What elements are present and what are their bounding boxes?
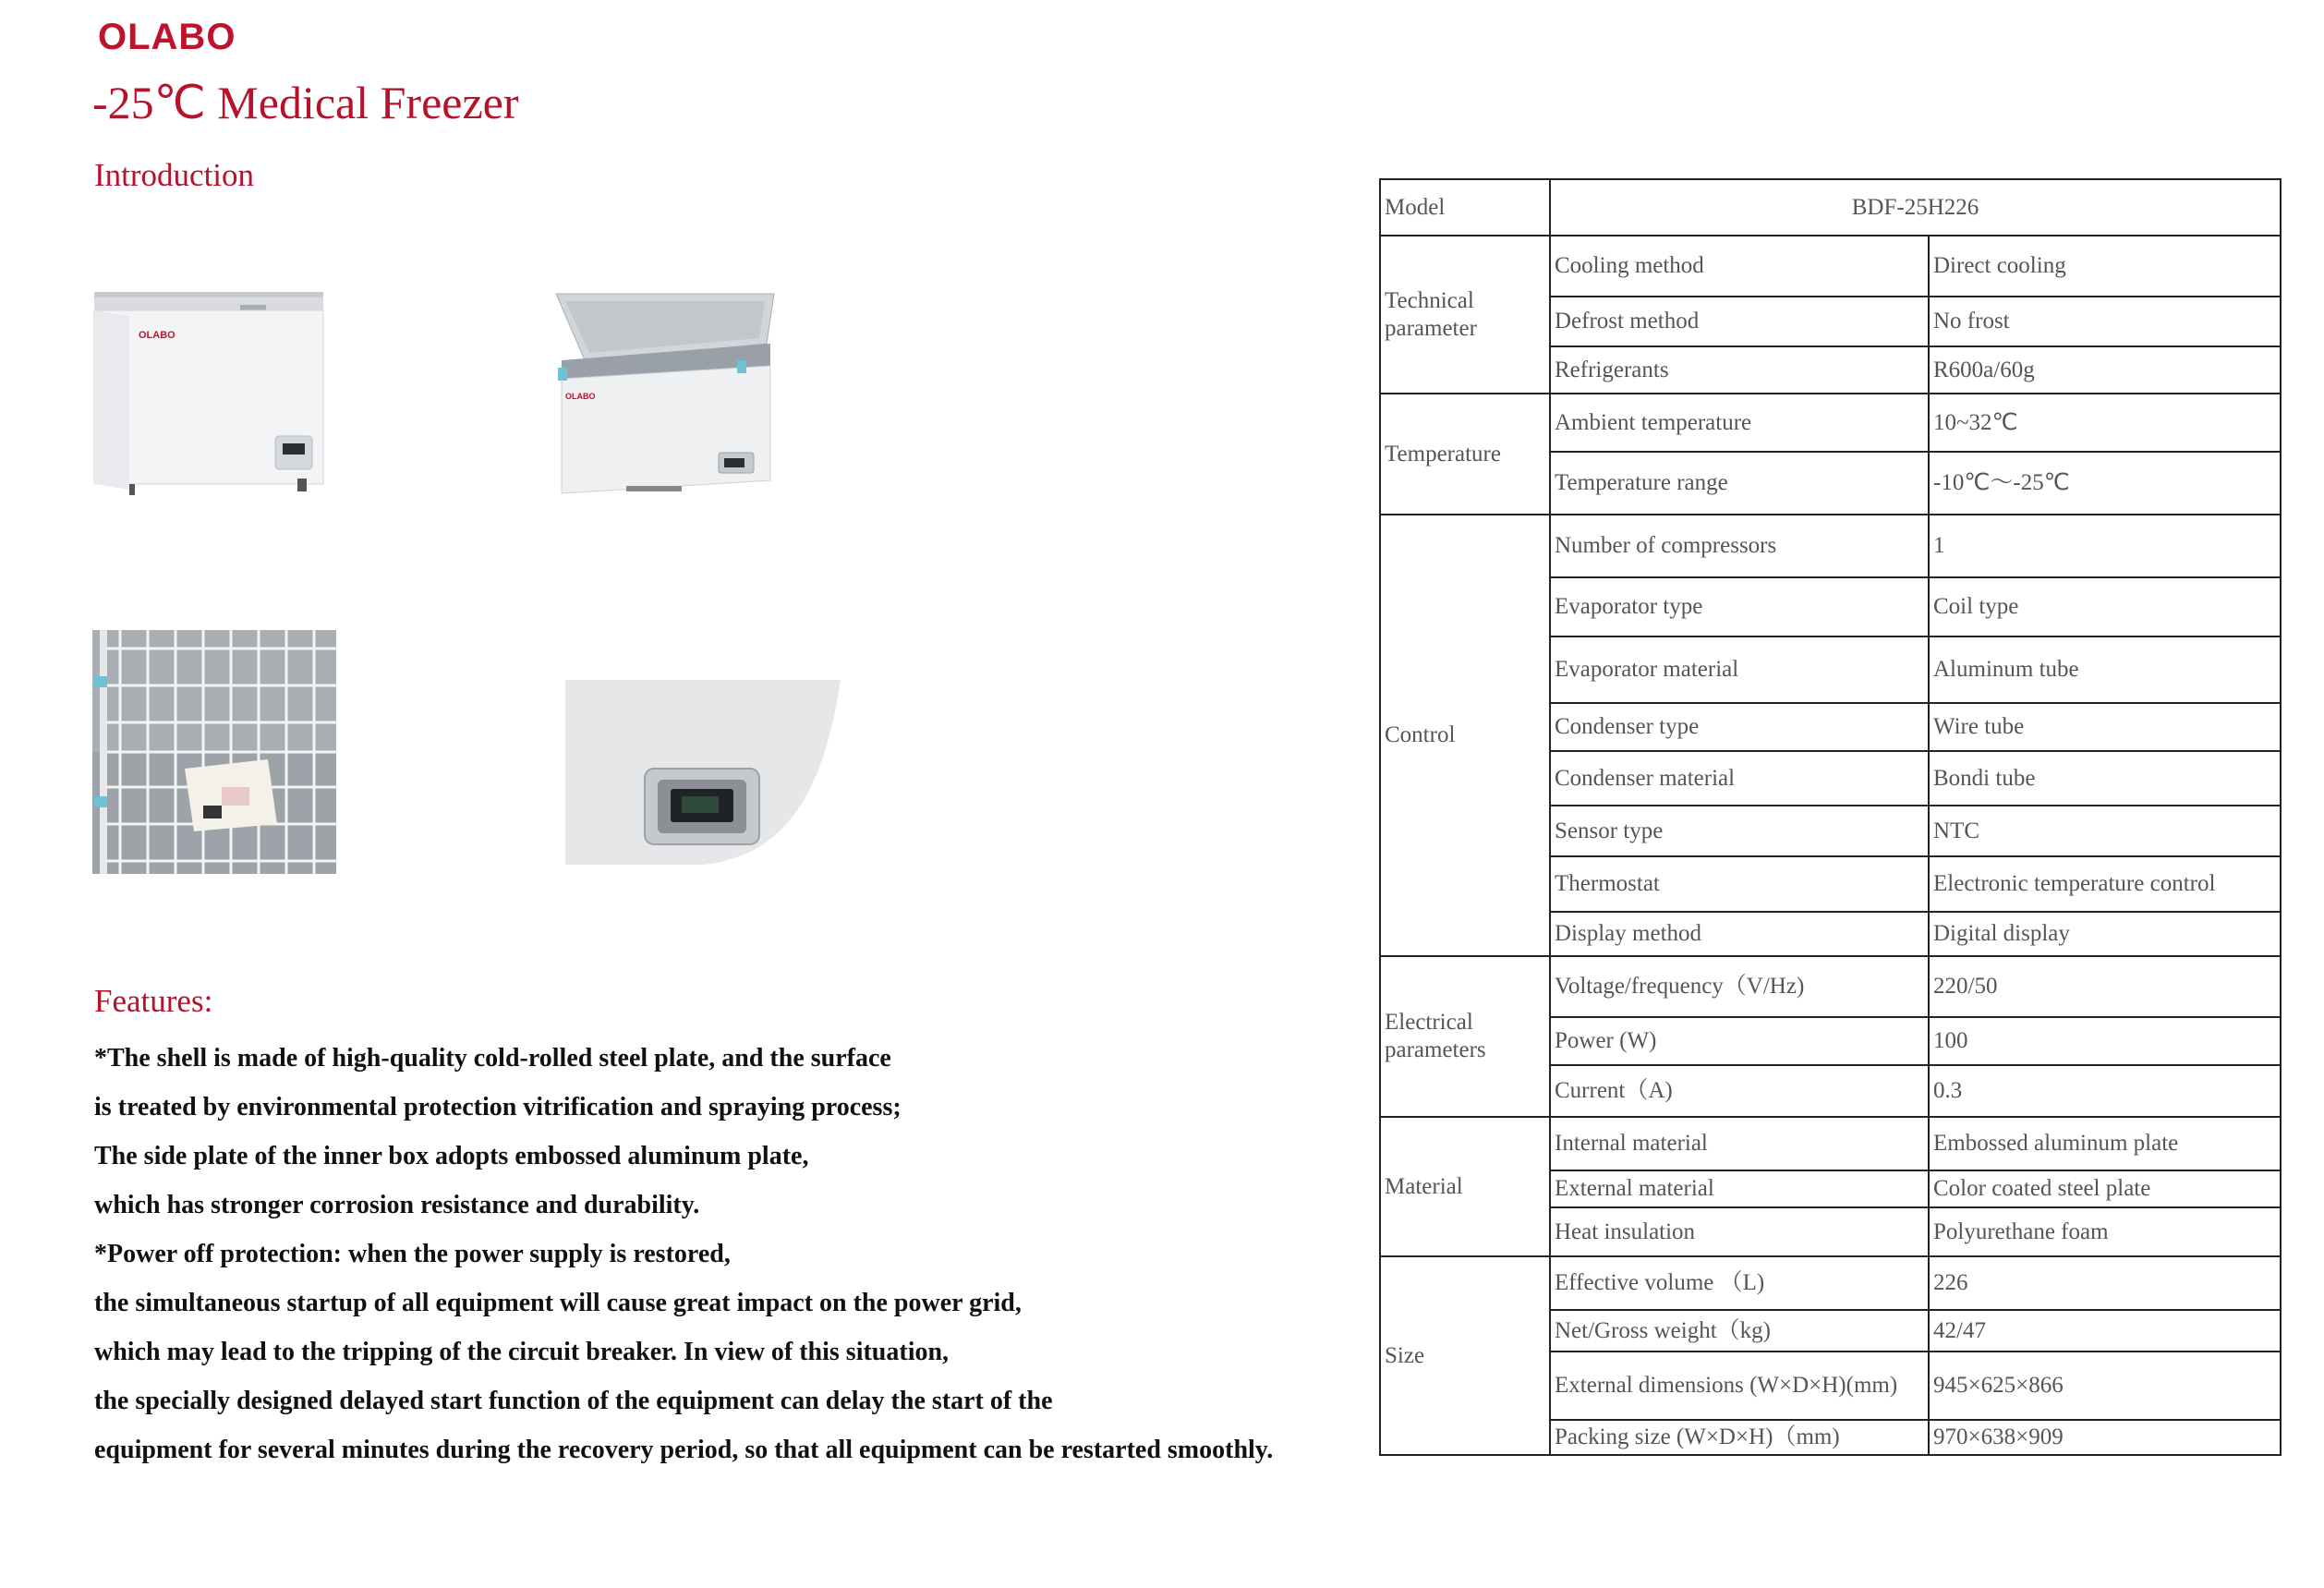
spec-label: Internal material xyxy=(1550,1117,1929,1170)
brand-logo: OLABO xyxy=(98,17,236,57)
spec-label: Ambient temperature xyxy=(1550,394,1929,452)
spec-label: Defrost method xyxy=(1550,297,1929,346)
table-row xyxy=(1380,394,2281,452)
introduction-heading: Introduction xyxy=(94,157,255,193)
spec-model-label: Model xyxy=(1380,179,1550,236)
spec-value: Embossed aluminum plate xyxy=(1929,1117,2281,1170)
spec-value: 100 xyxy=(1929,1017,2281,1065)
spec-value: No frost xyxy=(1929,297,2281,346)
freezer-closed-illustration xyxy=(92,288,325,517)
spec-value: Direct cooling xyxy=(1929,236,2281,297)
basket-illustration xyxy=(92,630,336,874)
spec-label: Sensor type xyxy=(1550,806,1929,856)
spec-group-name: Electrical parameters xyxy=(1380,956,1550,1117)
spec-value: Electronic temperature control xyxy=(1929,856,2281,912)
spec-value: 1 xyxy=(1929,515,2281,577)
spec-value: 10~32℃ xyxy=(1929,394,2281,452)
spec-value: 0.3 xyxy=(1929,1065,2281,1117)
spec-value: 42/47 xyxy=(1929,1310,2281,1352)
spec-label: Condenser material xyxy=(1550,751,1929,806)
spec-value: Color coated steel plate xyxy=(1929,1170,2281,1207)
table-row xyxy=(1380,1117,2281,1170)
features-heading: Features: xyxy=(94,983,213,1019)
svg-text:OLABO: OLABO xyxy=(139,330,176,341)
product-photo-closed xyxy=(92,288,325,517)
spec-group-name: Control xyxy=(1380,515,1550,956)
feature-line: equipment for several minutes during the recovery period, so that all equipment can be restarted smoothly. xyxy=(94,1436,1274,1464)
table-row xyxy=(1380,179,2281,236)
spec-value: Polyurethane foam xyxy=(1929,1207,2281,1256)
feature-line: *Power off protection: when the power supply is restored, xyxy=(94,1240,731,1268)
table-row xyxy=(1380,1256,2281,1310)
feature-line: *The shell is made of high-quality cold-rolled steel plate, and the surface xyxy=(94,1044,891,1073)
control-panel-illustration xyxy=(565,680,841,865)
feature-line: is treated by environmental protection vitrification and spraying process; xyxy=(94,1093,902,1121)
spec-label: Effective volume （L) xyxy=(1550,1256,1929,1310)
spec-label: Evaporator type xyxy=(1550,577,1929,636)
feature-line: the simultaneous startup of all equipment will cause great impact on the power grid, xyxy=(94,1289,1022,1317)
spec-label: Number of compressors xyxy=(1550,515,1929,577)
spec-label: Temperature range xyxy=(1550,452,1929,515)
spec-group-name: Technical parameter xyxy=(1380,236,1550,394)
spec-model-value: BDF-25H226 xyxy=(1550,179,2281,236)
spec-value: 970×638×909 xyxy=(1929,1420,2281,1455)
product-photo-basket xyxy=(92,630,336,874)
spec-label: Refrigerants xyxy=(1550,346,1929,394)
features-list xyxy=(94,1039,1378,1480)
table-row xyxy=(1380,515,2281,577)
spec-group-name: Size xyxy=(1380,1256,1550,1455)
spec-value: NTC xyxy=(1929,806,2281,856)
spec-label: Display method xyxy=(1550,912,1929,956)
table-row xyxy=(1380,956,2281,1017)
svg-text:OLABO: OLABO xyxy=(565,392,596,401)
feature-line: The side plate of the inner box adopts embossed aluminum plate, xyxy=(94,1142,809,1170)
spec-table xyxy=(1379,178,2282,1456)
page-title: -25℃ Medical Freezer xyxy=(92,77,519,128)
spec-label: Condenser type xyxy=(1550,703,1929,751)
spec-label: Packing size (W×D×H)（mm) xyxy=(1550,1420,1929,1455)
spec-group-name: Material xyxy=(1380,1117,1550,1256)
spec-label: Power (W) xyxy=(1550,1017,1929,1065)
spec-value: Bondi tube xyxy=(1929,751,2281,806)
table-row xyxy=(1380,236,2281,297)
product-photo-open xyxy=(552,288,778,503)
spec-value: Wire tube xyxy=(1929,703,2281,751)
spec-label: Thermostat xyxy=(1550,856,1929,912)
freezer-open-illustration xyxy=(552,288,778,503)
feature-line: which may lead to the tripping of the circuit breaker. In view of this situation, xyxy=(94,1338,950,1366)
spec-label: External dimensions (W×D×H)(mm) xyxy=(1550,1352,1929,1420)
spec-label: Cooling method xyxy=(1550,236,1929,297)
spec-label: Heat insulation xyxy=(1550,1207,1929,1256)
spec-value: 226 xyxy=(1929,1256,2281,1310)
spec-label: External material xyxy=(1550,1170,1929,1207)
spec-label: Current（A) xyxy=(1550,1065,1929,1117)
spec-value: 220/50 xyxy=(1929,956,2281,1017)
spec-label: Evaporator material xyxy=(1550,636,1929,703)
feature-line: the specially designed delayed start function of the equipment can delay the start of the xyxy=(94,1387,1053,1415)
feature-line: which has stronger corrosion resistance and durability. xyxy=(94,1191,700,1219)
spec-value: Digital display xyxy=(1929,912,2281,956)
spec-label: Voltage/frequency（V/Hz) xyxy=(1550,956,1929,1017)
product-photo-control-panel xyxy=(565,680,841,865)
spec-value: -10℃～-25℃ xyxy=(1929,452,2281,515)
spec-value: R600a/60g xyxy=(1929,346,2281,394)
spec-value: Coil type xyxy=(1929,577,2281,636)
spec-value: Aluminum tube xyxy=(1929,636,2281,703)
spec-group-name: Temperature xyxy=(1380,394,1550,515)
spec-value: 945×625×866 xyxy=(1929,1352,2281,1420)
spec-label: Net/Gross weight（kg) xyxy=(1550,1310,1929,1352)
